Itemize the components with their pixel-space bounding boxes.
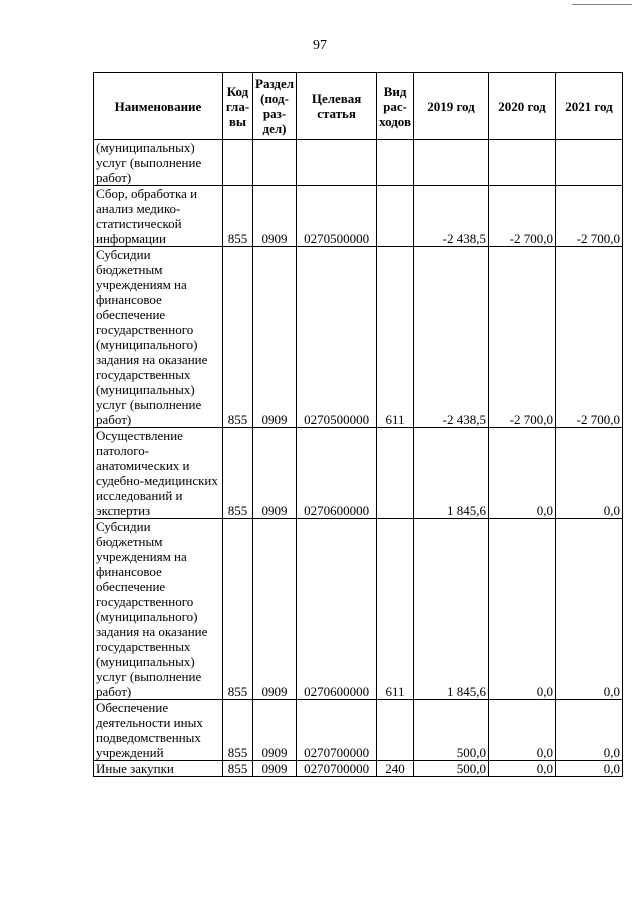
row-chapter-code [223, 140, 253, 186]
row-expense-type: 240 [377, 761, 414, 777]
row-2020: 0,0 [488, 761, 555, 777]
column-header-name: Наименование [94, 73, 223, 140]
row-target-item: 0270700000 [297, 700, 377, 761]
table-row [94, 247, 623, 428]
row-expense-type [377, 428, 414, 519]
column-header-2019: 2019 год [413, 73, 488, 140]
row-name: Обеспечение деятельности иных подведомственных учреждений [94, 700, 223, 761]
row-section [253, 140, 297, 186]
table-header-row [94, 73, 623, 140]
row-2019: 1 845,6 [413, 428, 488, 519]
row-2020: 0,0 [488, 428, 555, 519]
row-target-item: 0270600000 [297, 428, 377, 519]
row-target-item: 0270500000 [297, 186, 377, 247]
table-row [94, 761, 623, 777]
row-2021 [555, 140, 622, 186]
row-2020 [488, 140, 555, 186]
row-2019: 1 845,6 [413, 519, 488, 700]
row-expense-type: 611 [377, 247, 414, 428]
row-2021: 0,0 [555, 761, 622, 777]
table-row [94, 700, 623, 761]
scan-edge-line [572, 4, 632, 5]
column-header-section: Раздел (под- раз- дел) [253, 73, 297, 140]
row-2021: 0,0 [555, 519, 622, 700]
table-row [94, 428, 623, 519]
row-expense-type [377, 700, 414, 761]
row-target-item: 0270600000 [297, 519, 377, 700]
row-2019: 500,0 [413, 761, 488, 777]
row-chapter-code: 855 [223, 519, 253, 700]
row-name: Иные закупки [94, 761, 223, 777]
column-header-2021: 2021 год [555, 73, 622, 140]
column-header-target-item: Целевая статья [297, 73, 377, 140]
row-2021: -2 700,0 [555, 247, 622, 428]
row-chapter-code: 855 [223, 428, 253, 519]
row-chapter-code: 855 [223, 186, 253, 247]
row-2019: 500,0 [413, 700, 488, 761]
row-2019: -2 438,5 [413, 247, 488, 428]
row-section: 0909 [253, 186, 297, 247]
row-target-item [297, 140, 377, 186]
row-2019: -2 438,5 [413, 186, 488, 247]
row-chapter-code: 855 [223, 700, 253, 761]
row-section: 0909 [253, 700, 297, 761]
table-row [94, 186, 623, 247]
table-row [94, 140, 623, 186]
row-expense-type [377, 140, 414, 186]
row-2021: -2 700,0 [555, 186, 622, 247]
row-section: 0909 [253, 519, 297, 700]
row-2021: 0,0 [555, 700, 622, 761]
row-name: Субсидии бюджетным учреждениям на финансовое обеспечение государственного (муниципального) задания на оказание государственных (муниципальных) услуг (выполнение работ) [94, 519, 223, 700]
budget-table [93, 72, 623, 777]
row-2019 [413, 140, 488, 186]
row-target-item: 0270700000 [297, 761, 377, 777]
row-chapter-code: 855 [223, 761, 253, 777]
row-name: Субсидии бюджетным учреждениям на финансовое обеспечение государственного (муниципального) задания на оказание государственных (муниципальных) услуг (выполнение работ) [94, 247, 223, 428]
column-header-expense-type: Вид рас- ходов [377, 73, 414, 140]
row-section: 0909 [253, 761, 297, 777]
row-name: (муниципальных) услуг (выполнение работ) [94, 140, 223, 186]
row-section: 0909 [253, 247, 297, 428]
column-header-2020: 2020 год [488, 73, 555, 140]
column-header-chapter-code: Код гла- вы [223, 73, 253, 140]
row-section: 0909 [253, 428, 297, 519]
row-2020: -2 700,0 [488, 186, 555, 247]
row-2020: 0,0 [488, 519, 555, 700]
row-target-item: 0270500000 [297, 247, 377, 428]
row-2020: 0,0 [488, 700, 555, 761]
table-row [94, 519, 623, 700]
row-name: Осуществление патолого-анатомических и судебно-медицинских исследований и экспертиз [94, 428, 223, 519]
row-2021: 0,0 [555, 428, 622, 519]
row-2020: -2 700,0 [488, 247, 555, 428]
row-chapter-code: 855 [223, 247, 253, 428]
page-number: 97 [313, 38, 327, 53]
row-name: Сбор, обработка и анализ медико-статистической информации [94, 186, 223, 247]
row-expense-type: 611 [377, 519, 414, 700]
row-expense-type [377, 186, 414, 247]
